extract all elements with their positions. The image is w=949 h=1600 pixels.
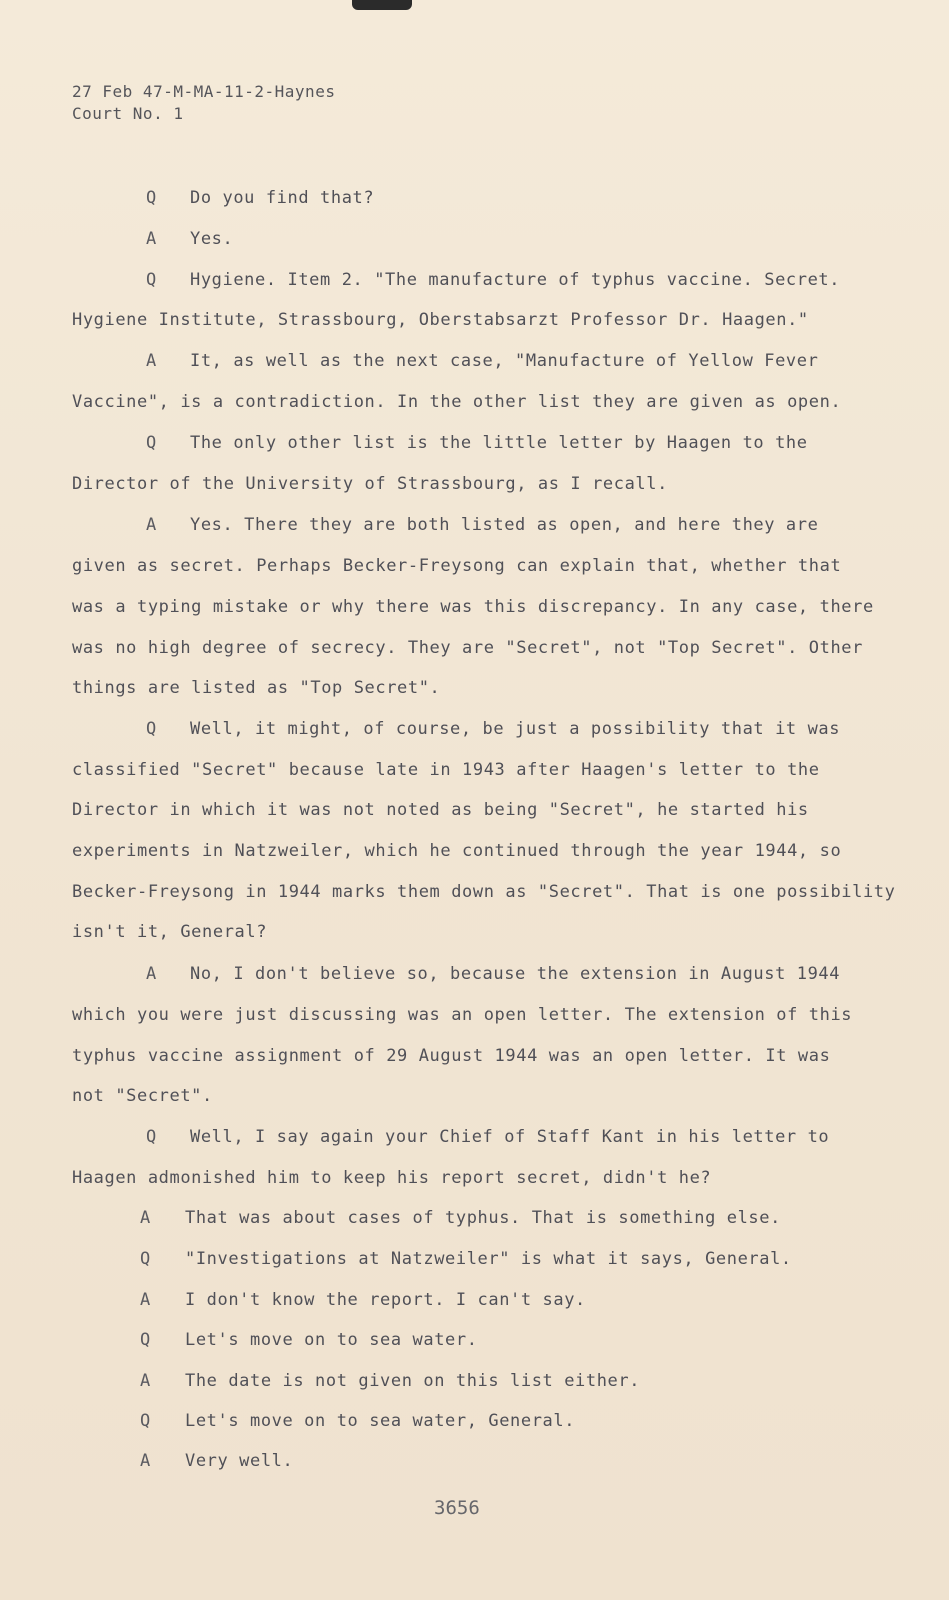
transcript-line: Yes. There they are both listed as open, and here they are (190, 515, 819, 535)
transcript-line: Hygiene Institute, Strassbourg, Oberstabsarzt Professor Dr. Haagen." (72, 310, 809, 330)
transcript-line: I don't know the report. I can't say. (185, 1290, 586, 1310)
speaker-label: A (140, 1451, 151, 1471)
speaker-label: Q (140, 1330, 151, 1350)
transcript-line: was a typing mistake or why there was this discrepancy. In any case, there (72, 597, 874, 617)
speaker-label: Q (140, 1411, 151, 1431)
transcript-line: The only other list is the little letter by Haagen to the (190, 433, 808, 453)
speaker-label: A (146, 229, 157, 249)
transcript-line: The date is not given on this list either. (185, 1371, 641, 1391)
transcript-line: was no high degree of secrecy. They are "Secret", not "Top Secret". Other (72, 638, 863, 658)
transcript-line: isn't it, General? (72, 922, 268, 942)
transcript-line: Yes. (190, 229, 234, 249)
speaker-label: Q (146, 188, 157, 208)
transcript-line: Well, it might, of course, be just a possibility that it was (190, 719, 841, 739)
binder-tab (352, 0, 412, 10)
transcript-line: things are listed as "Top Secret". (72, 678, 441, 698)
transcript-line: Hygiene. Item 2. "The manufacture of typhus vaccine. Secret. (190, 270, 841, 290)
page-number: 3656 (434, 1497, 480, 1519)
transcript-line: experiments in Natzweiler, which he continued through the year 1944, so (72, 841, 842, 861)
speaker-label: A (146, 351, 157, 371)
speaker-label: Q (146, 433, 157, 453)
transcript-line: not "Secret". (72, 1086, 213, 1106)
transcript-line: Director in which it was not noted as being "Secret", he started his (72, 800, 809, 820)
speaker-label: Q (146, 719, 157, 739)
header-reference: 27 Feb 47-M-MA-11-2-Haynes (72, 82, 336, 101)
transcript-line: classified "Secret" because late in 1943 after Haagen's letter to the (72, 760, 820, 780)
transcript-line: Let's move on to sea water, General. (185, 1411, 576, 1431)
transcript-line: It, as well as the next case, "Manufacture of Yellow Fever (190, 351, 819, 371)
transcript-line: given as secret. Perhaps Becker-Freysong can explain that, whether that (72, 556, 842, 576)
transcript-line: "Investigations at Natzweiler" is what it says, General. (185, 1249, 792, 1269)
transcript-line: Let's move on to sea water. (185, 1330, 478, 1350)
speaker-label: A (146, 515, 157, 535)
transcript-line: Haagen admonished him to keep his report secret, didn't he? (72, 1168, 712, 1188)
header-court: Court No. 1 (72, 104, 184, 123)
speaker-label: Q (140, 1249, 151, 1269)
transcript-line: Director of the University of Strassbourg, as I recall. (72, 474, 668, 494)
speaker-label: A (140, 1371, 151, 1391)
transcript-line: Well, I say again your Chief of Staff Kant in his letter to (190, 1127, 830, 1147)
speaker-label: Q (146, 1127, 157, 1147)
speaker-label: A (140, 1290, 151, 1310)
transcript-line: Becker-Freysong in 1944 marks them down as "Secret". That is one possibility (72, 882, 896, 902)
speaker-label: Q (146, 270, 157, 290)
transcript-line: No, I don't believe so, because the extension in August 1944 (190, 964, 841, 984)
transcript-line: typhus vaccine assignment of 29 August 1944 was an open letter. It was (72, 1046, 831, 1066)
speaker-label: A (146, 964, 157, 984)
speaker-label: A (140, 1208, 151, 1228)
transcript-line: which you were just discussing was an open letter. The extension of this (72, 1005, 853, 1025)
transcript-line: Vaccine", is a contradiction. In the other list they are given as open. (72, 392, 842, 412)
transcript-line: Very well. (185, 1451, 294, 1471)
transcript-line: Do you find that? (190, 188, 375, 208)
transcript-line: That was about cases of typhus. That is something else. (185, 1208, 781, 1228)
